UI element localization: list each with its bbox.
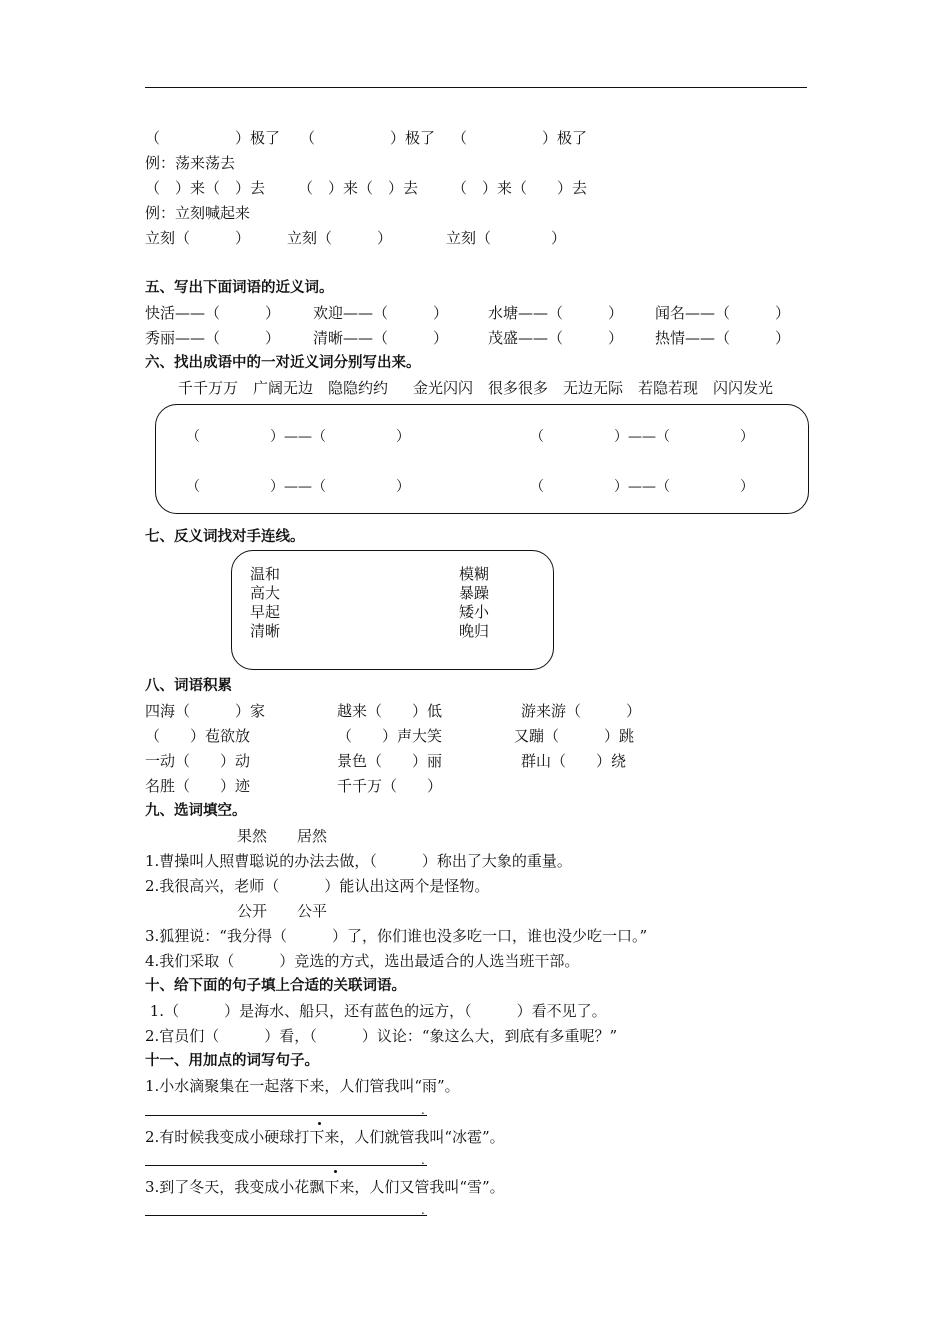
s7-left-word[interactable]: 温和 [250,565,281,583]
s6-idiom: 隐隐约约 [328,379,389,397]
s5-row1-item2: 欢迎——（ ） [313,304,449,322]
s6-pair-blank[interactable]: （ ）——（ ） [530,429,754,445]
answer-line[interactable] [145,1215,427,1216]
s8-item: 群山（ ）绕 [521,752,627,770]
s4-row3-item2: 立刻（ ） [287,229,393,247]
s4-row2-item2: （ ）来（ ）去 [298,179,419,197]
s6-idiom: 广阔无边 [253,379,314,397]
s8-title: 八、词语积累 [145,678,232,694]
s11-question-1: 1.小水滴聚集在一起落下来，人们管我叫“雨”。 [145,1077,460,1095]
answer-period: . [421,1203,425,1217]
s5-row2-item2: 清晰——（ ） [313,329,449,347]
s6-idiom: 无边无际 [563,379,624,397]
s8-item: 景色（ ）丽 [337,752,443,770]
s8-item: （ ）声大笑 [337,727,443,745]
emphasis-dot [334,1170,337,1173]
s6-pair-blank[interactable]: （ ）——（ ） [186,429,410,445]
s9-word-choices: 公开 公平 [237,902,328,920]
s8-item: 一动（ ）动 [145,752,251,770]
s8-item: 四海（ ）家 [145,702,266,720]
s4-example1: 例：荡来荡去 [145,154,236,172]
s5-row2-item1: 秀丽——（ ） [145,329,281,347]
s9-question-1: 1.曹操叫人照曹聪说的办法去做，（ ）称出了大象的重量。 [145,852,572,870]
s4-example2: 例：立刻喊起来 [145,204,251,222]
s9-title: 九、选词填空。 [145,803,247,819]
s8-item: 游来游（ ） [521,702,642,720]
s9-word-choices: 果然 居然 [237,827,328,845]
s4-row1-item2: （ ）极了 [300,129,436,147]
s6-answer-box [155,404,809,514]
s6-idiom: 很多很多 [488,379,549,397]
s4-row1-item3: （ ）极了 [452,129,588,147]
answer-period: . [421,1103,425,1117]
s4-row3-item1: 立刻（ ） [145,229,251,247]
s4-row3-item3: 立刻（ ） [446,229,567,247]
s7-left-word[interactable]: 清晰 [250,622,281,640]
s6-pair-blank[interactable]: （ ）——（ ） [186,479,410,495]
s7-right-word[interactable]: 暴躁 [459,584,490,602]
s9-question-4: 4.我们采取（ ）竞选的方式，选出最适合的人选当班干部。 [145,952,580,970]
header-rule [145,87,807,88]
s5-row1-item1: 快活——（ ） [145,304,281,322]
s8-item: 越来（ ）低 [337,702,443,720]
s10-title: 十、给下面的句子填上合适的关联词语。 [145,978,406,994]
s10-question-1: 1.（ ）是海水、船只，还有蓝色的远方，（ ）看不见了。 [145,1002,607,1020]
s7-left-word[interactable]: 早起 [250,603,281,621]
answer-line[interactable] [145,1165,427,1166]
s7-left-word[interactable]: 高大 [250,584,281,602]
s8-item: （ ）苞欲放 [145,727,251,745]
s6-idiom: 闪闪发光 [713,379,774,397]
s9-question-2: 2.我很高兴，老师（ ）能认出这两个是怪物。 [145,877,490,895]
s5-row2-item3: 茂盛——（ ） [488,329,624,347]
s8-item: 又蹦（ ）跳 [514,727,635,745]
s7-title: 七、反义词找对手连线。 [145,529,305,545]
s6-idiom: 千千万万 [178,379,239,397]
emphasis-dot [318,1122,321,1125]
s9-question-3: 3.狐狸说：“我分得（ ）了，你们谁也没多吃一口，谁也没少吃一口。” [145,927,648,945]
s7-right-word[interactable]: 模糊 [459,565,490,583]
s5-title: 五、写出下面词语的近义词。 [145,280,334,296]
s8-item: 千千万（ ） [337,777,443,795]
answer-period: . [421,1153,425,1167]
s5-row1-item3: 水塘——（ ） [488,304,624,322]
s6-title: 六、找出成语中的一对近义词分别写出来。 [145,355,421,371]
s4-row1-item1: （ ）极了 [145,129,281,147]
s7-right-word[interactable]: 矮小 [459,603,490,621]
s6-pair-blank[interactable]: （ ）——（ ） [530,479,754,495]
s4-row2-item3: （ ）来（ ）去 [452,179,588,197]
s6-idiom: 若隐若现 [638,379,699,397]
s6-idiom: 金光闪闪 [413,379,474,397]
answer-line[interactable] [145,1115,427,1116]
s10-question-2: 2.官员们（ ）看，（ ）议论：“象这么大，到底有多重呢？” [145,1027,618,1045]
s11-question-3: 3.到了冬天，我变成小花飘下来，人们又管我叫“雪”。 [145,1178,505,1196]
s5-row2-item4: 热情——（ ） [655,329,791,347]
s11-question-2: 2.有时候我变成小硬球打下来，人们就管我叫“冰雹”。 [145,1128,505,1146]
s11-title: 十一、用加点的词写句子。 [145,1053,319,1069]
s8-item: 名胜（ ）迹 [145,777,251,795]
s4-row2-item1: （ ）来（ ）去 [145,179,266,197]
s5-row1-item4: 闻名——（ ） [655,304,791,322]
s7-right-word[interactable]: 晚归 [459,622,490,640]
